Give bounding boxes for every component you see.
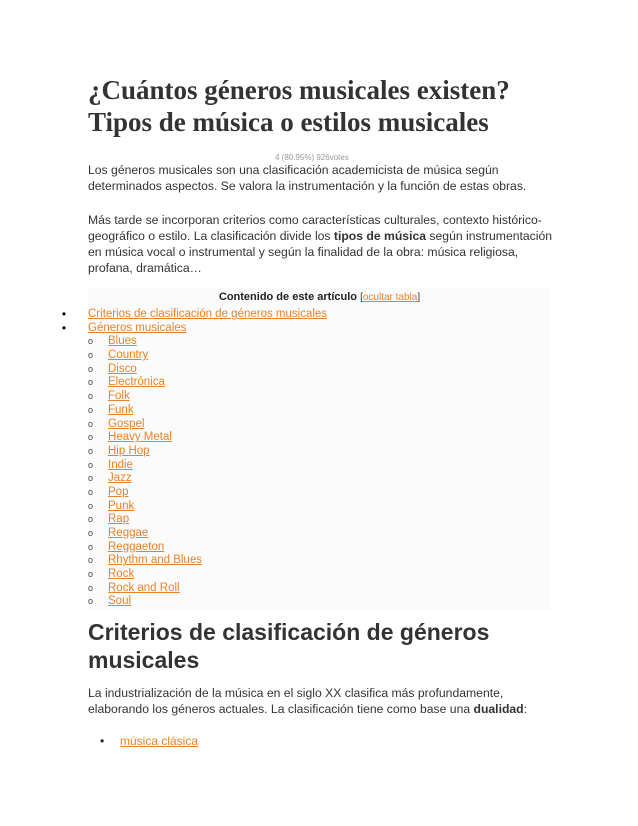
toc-subitem <box>52 445 552 459</box>
circle-bullet-icon: o <box>88 336 94 347</box>
circle-bullet-icon: o <box>88 569 94 580</box>
toc-sublink[interactable]: Gospel <box>108 417 145 430</box>
toc-subitem <box>52 541 552 555</box>
circle-bullet-icon: o <box>88 445 94 456</box>
intro-2-text-a: Más tarde se incorporan criterios como características culturales, contexto histórico-geográfico o estilo. La clasificación divide los <box>88 213 542 243</box>
toc-link[interactable]: Géneros musicales <box>88 321 187 334</box>
toc-subitem <box>52 513 552 527</box>
toc-bracket-close: ] <box>417 292 421 303</box>
link-musica-clasica[interactable]: música clásica <box>120 734 199 748</box>
circle-bullet-icon: o <box>88 486 94 497</box>
circle-bullet-icon: o <box>88 528 94 538</box>
toc-subitem <box>52 582 552 596</box>
toc-subitem <box>52 500 552 514</box>
toc-heading: Contenido de este artículo <box>218 291 358 303</box>
circle-bullet-icon: o <box>88 541 94 552</box>
circle-bullet-icon: o <box>88 432 94 443</box>
circle-bullet-icon: o <box>88 377 94 388</box>
toc-sublink[interactable]: Rock and Roll <box>108 581 180 594</box>
intro-paragraph-2 <box>88 212 558 276</box>
toc-sublink[interactable]: Rap <box>108 513 130 526</box>
toc-subitem <box>52 554 552 568</box>
toc-sublink[interactable]: Punk <box>108 499 135 512</box>
toc-sublink[interactable]: Indie <box>108 458 133 471</box>
toc-item <box>52 308 552 322</box>
toc-sublink[interactable]: Disco <box>108 362 137 375</box>
toc-header <box>88 291 551 304</box>
toc-subitem <box>52 459 552 473</box>
toc-sublink[interactable]: Hip Hop <box>108 444 150 457</box>
section-heading: Criterios de clasificación de géneros musicales <box>88 619 490 673</box>
toc-bracket-open: [ <box>360 292 363 303</box>
toc-subitem <box>52 335 552 349</box>
toc-sublink[interactable]: Blues <box>108 335 137 348</box>
toc-sublink[interactable]: Country <box>108 349 149 362</box>
toc-sublink[interactable]: Reggaeton <box>108 540 165 553</box>
circle-bullet-icon: o <box>88 418 94 429</box>
circle-bullet-icon: o <box>88 363 94 374</box>
circle-bullet-icon: o <box>88 596 94 607</box>
circle-bullet-icon: o <box>88 404 94 415</box>
toc-sublink[interactable]: Heavy Metal <box>108 431 172 444</box>
toc-sublink[interactable]: Jazz <box>108 472 132 485</box>
circle-bullet-icon: o <box>88 582 94 593</box>
table-of-contents <box>61 288 551 610</box>
toc-item <box>52 322 552 336</box>
circle-bullet-icon: o <box>88 514 94 525</box>
toc-sublink[interactable]: Electrónica <box>108 376 165 389</box>
toc-subitem <box>52 431 552 445</box>
toc-sublink[interactable]: Reggae <box>108 527 149 539</box>
circle-bullet-icon: o <box>88 350 94 361</box>
toc-hide-link[interactable]: ocultar tabla <box>362 292 418 303</box>
toc-sublink[interactable]: Folk <box>108 390 130 403</box>
article-title: ¿Cuántos géneros musicales existen? Tipos de música o estilos musicales <box>88 75 510 137</box>
circle-bullet-icon: o <box>88 391 94 402</box>
bullet-icon: • <box>61 307 67 321</box>
toc-subitem <box>52 390 552 404</box>
toc-subitem <box>52 376 552 390</box>
circle-bullet-icon: o <box>88 459 94 470</box>
toc-subitem <box>52 349 552 363</box>
toc-sublink[interactable]: Pop <box>108 485 129 498</box>
bullet-icon: • <box>100 734 105 748</box>
toc-sublink[interactable]: Soul <box>108 595 132 608</box>
toc-subitem <box>52 486 552 500</box>
section-paragraph <box>88 685 558 717</box>
circle-bullet-icon: o <box>88 500 94 511</box>
toc-subitem <box>52 472 552 486</box>
toc-link[interactable]: Criterios de clasificación de géneros musicales <box>88 308 328 320</box>
toc-subitem <box>52 568 552 582</box>
intro-2-bold: tipos de música <box>333 229 427 243</box>
toc-subitem <box>52 404 552 418</box>
toc-subitem <box>52 595 552 609</box>
circle-bullet-icon: o <box>88 473 94 484</box>
toc-subitem <box>52 527 552 541</box>
toc-subitem <box>52 363 552 377</box>
toc-subitem <box>52 418 552 432</box>
intro-2-text-b: según instrumentación en música vocal o instrumental y según la finalidad de la obra: música religiosa, profana, dramática… <box>88 229 553 275</box>
section-text-a: La industrialización de la música en el siglo XX clasifica más profundamente, elaborando los géneros actuales. La clasificación tiene como base una <box>88 686 504 716</box>
toc-sublink[interactable]: Rhythm and Blues <box>108 554 202 567</box>
bullet-icon: • <box>61 320 67 335</box>
toc-sublink[interactable]: Funk <box>108 403 134 416</box>
toc-sublink[interactable]: Rock <box>108 568 135 581</box>
rating-votes: 4 (80.95%) 926votes <box>275 153 349 162</box>
toc-list <box>52 308 552 609</box>
section-bold: dualidad <box>473 702 524 716</box>
section-text-b: : <box>523 702 528 716</box>
intro-paragraph-1: Los géneros musicales son una clasificación academicista de música según determinados aspectos. Se valora la instrumentación y la función de estas obras. <box>88 163 527 193</box>
circle-bullet-icon: o <box>88 555 94 566</box>
